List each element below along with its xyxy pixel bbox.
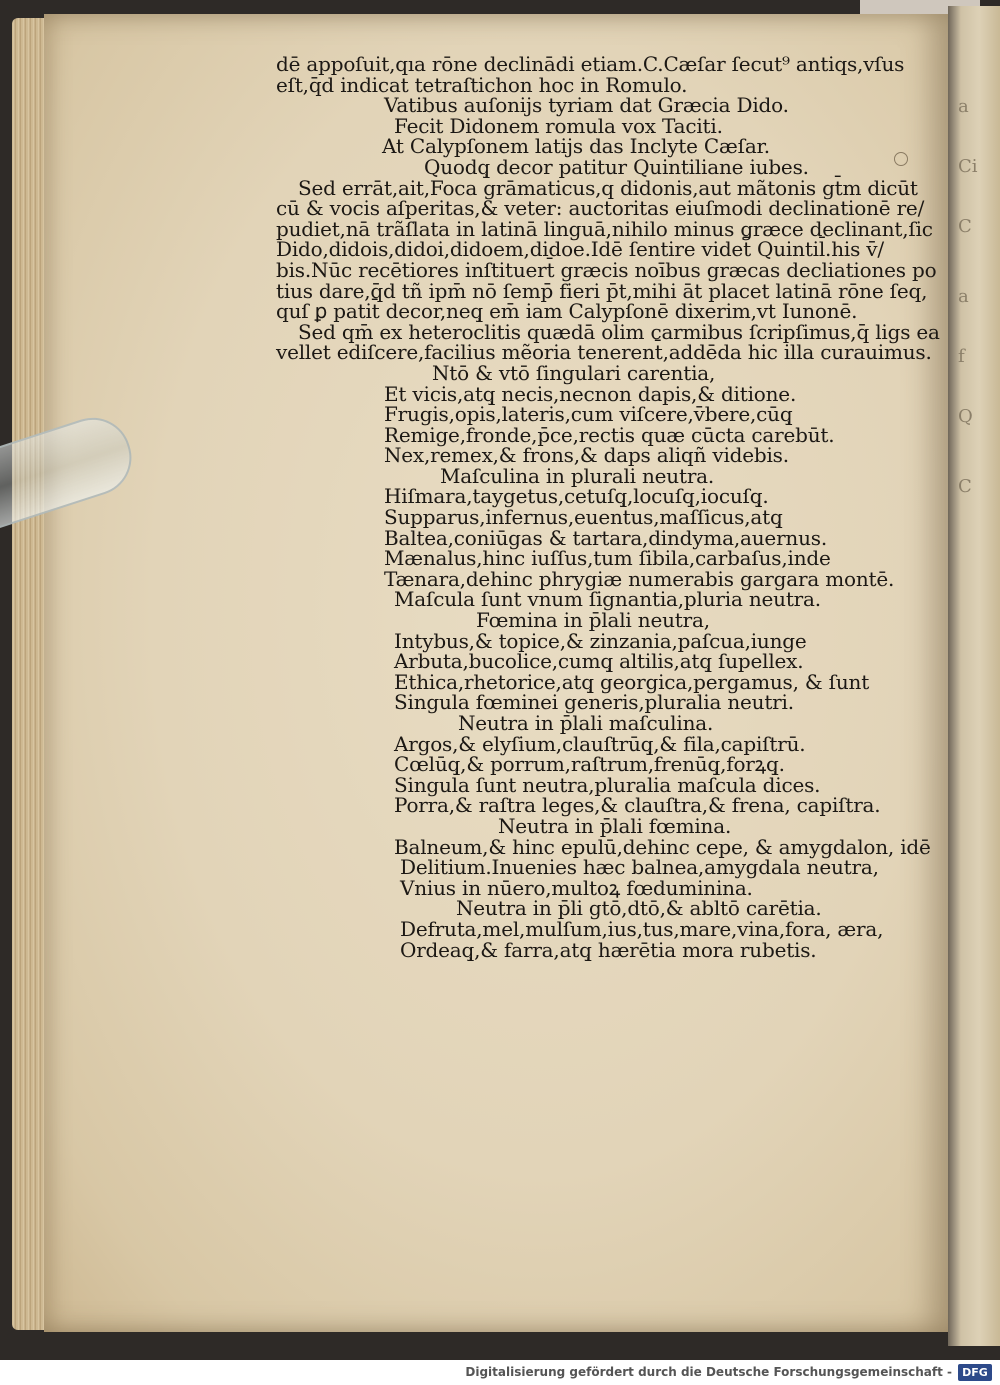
text-line: Maſcula ſunt vnum ſignantia,pluria neutra. <box>394 587 821 612</box>
facing-page-fragment: C <box>958 476 972 497</box>
text-line: Fœmina in p̄lali neutra, <box>476 608 710 633</box>
text-line: Maſculina in plurali neutra. <box>440 463 715 488</box>
facing-page-fragment: Q <box>958 406 973 427</box>
text-line: eſt,q̄d indicat tetraſtichon hoc in Romulo. <box>276 72 688 97</box>
facing-page-fragment: a <box>958 286 969 307</box>
facing-page-fragment: a <box>958 96 969 117</box>
text-line: Quodq̧ decor patitur Quintiliane iubes. <box>424 154 809 179</box>
text-line: vellet ediſcere,facilius mẽoria tenerent̄,addēda hic illa curauimus. <box>276 340 932 365</box>
text-line: Nex,remex,& frons,& daps aliqñ videbis. <box>384 443 789 468</box>
text-line: Porra,& raſtra leges,& clauſtra,& frena, capiſtra. <box>394 793 881 818</box>
text-line: Singula fœminei generis,pluralia neutri. <box>394 690 794 715</box>
facing-page-fragment: f <box>958 346 965 367</box>
text-line: Sed errāt,ait,Foca grāmaticus,q didonis,aut mãtonis gt̄m dicūt <box>298 175 918 200</box>
text-line: Remige,fronde,p̄ce,rectis quæ cūcta carebūt. <box>384 422 835 447</box>
facing-page-fragment: C <box>958 216 972 237</box>
text-line: Mænalus,hinc iuſſus,tum ſibila,carbaſus,inde <box>384 546 831 571</box>
text-line: Delitium.Inuenies hæc balnea,amygdala neutra, <box>400 855 879 880</box>
page-text-block <box>0 54 960 960</box>
text-line: Dido,didois,didoi,didoem,didoe.Idē ſentire videt̄ Quintil̄.his v̄/ <box>276 237 884 262</box>
text-line: Singula ſunt neutra,pluralia maſcula dices. <box>394 772 821 797</box>
funding-credit: Digitalisierung gefördert durch die Deutsche Forschungsgemeinschaft - <box>465 1365 952 1379</box>
text-line: quſ ꝑ patit̄ decor,neq̧ em̄ iam Calypſonē dixerim,vt Iunonē. <box>276 299 858 324</box>
text-line: Balneum,& hinc epulū,dehinc cepe, & amygdalon, idē <box>394 834 931 859</box>
text-line: Frugis,opis,lateris,cum viſcere,v̄bere,cūq̧ <box>384 402 793 427</box>
facing-page-fragment: Ci <box>958 156 978 177</box>
text-line: Ethica,rhetorice,atq̧ georgica,pergamus, & ſunt <box>394 669 870 694</box>
text-line: Supparus,infernus,euentus,maſſicus,atq̧ <box>384 505 783 530</box>
text-line: Tænara,dehinc phrygiæ numerabis gargara montē. <box>384 566 895 591</box>
text-line: Vnius in nūero,multoꝝ fœduminina. <box>400 875 753 900</box>
text-line: Baltea,coniūgas & tartara,dindyma,auernus. <box>384 525 828 550</box>
text-line: Neutra in p̄lali fœmina. <box>498 813 732 838</box>
dfg-logo: DFG <box>958 1364 992 1381</box>
footer-bar <box>0 1362 1000 1385</box>
text-line: Hiſmara,taygetus,cetuſq̧,locuſq̧,iocuſq̧. <box>384 484 769 509</box>
text-line: tius dare,q̄d tñ ipm̄ nō ſemp̄ fieri p̄t,mihi āt placet latinā rōne ſeq, <box>276 278 928 303</box>
text-line: Argos,& elyſium,clauſtrūq̧,& fila,capiſtrū. <box>394 731 806 756</box>
text-line: Fecit Didonem romula vox Taciti. <box>394 113 723 138</box>
text-line: Defruta,mel,mulſum,ius,tus,mare,vina,fora, æra, <box>400 916 884 941</box>
text-line: Arbuta,bucolice,cumq̧ altilis,atq̧ ſupellex. <box>394 649 804 674</box>
text-line: dē appoſuit,qıa rōne declinādi etiam.C.Cæſar ſecut⁹ antiqs,vſus <box>276 52 905 76</box>
text-line: At Calypſonem latijs das Inclyte Cæſar. <box>382 134 770 159</box>
text-line: Ntō & vtō ſingulari carentia, <box>432 360 716 385</box>
text-line: Et vicis,atq̧ necis,necnon dapis,& ditione. <box>384 381 797 406</box>
text-line: Sed qm̄ ex heteroclitis quædā olim carmibus ſcripſimus,q̄ ligs ea <box>298 319 940 344</box>
text-line: Intybus,& topice,& zinzania,paſcua,iunge <box>394 628 807 653</box>
text-line: Neutra in p̄li gtō,dtō,& abltō carētia. <box>456 896 822 921</box>
text-line: Cœlūq̧,& porrum,raſtrum,frenūq̧,forꝝq̧. <box>394 752 785 777</box>
text-line: pudiet,nā trãſlata in latinā linguā,nihilo minus græce declinant,ſic <box>276 216 933 241</box>
text-line: Ordeaq̧,& farra,atq̧ hærētia mora rubetis. <box>400 937 817 962</box>
text-line: Vatibus auſonijs tyriam dat Græcia Dido. <box>384 93 789 118</box>
text-line: bis.Nūc recētiores inſtituert̄ græcis noībus græcas decliationes po <box>276 257 937 282</box>
text-line: cū & vocis aſperitas,& veter: auctoritas eiuſmodi declinationē re/ <box>276 196 925 221</box>
text-line: Neutra in p̄lali maſculina. <box>458 711 714 735</box>
